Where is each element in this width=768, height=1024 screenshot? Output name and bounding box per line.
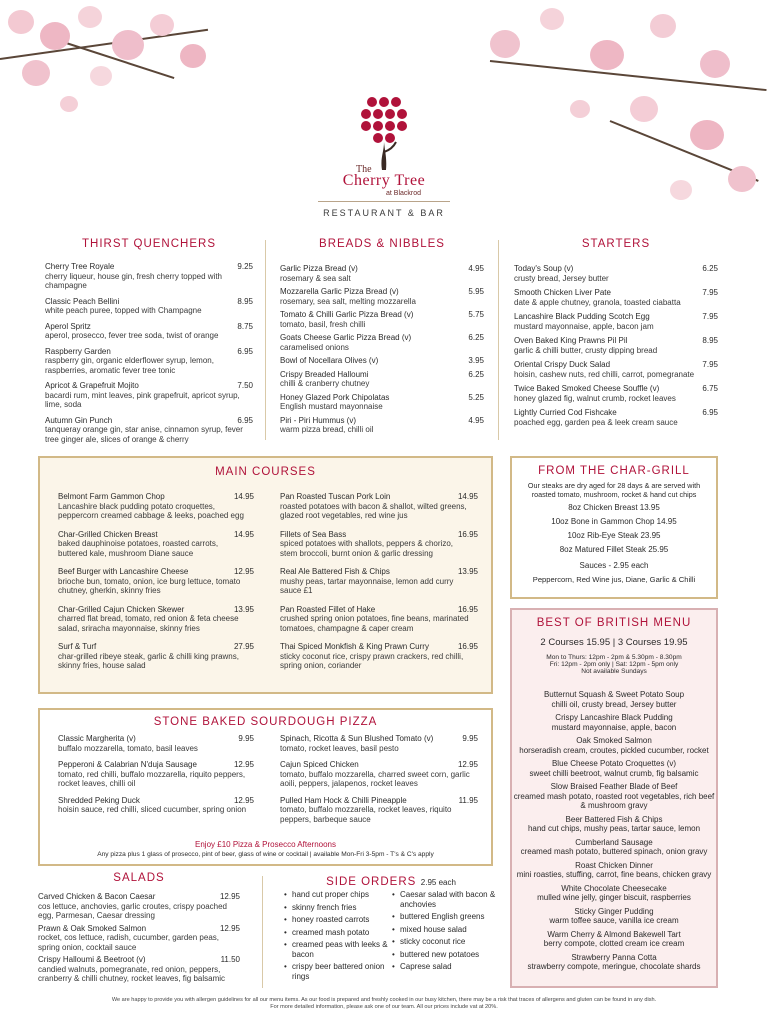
item-description: brioche bun, tomato, onion, ice burg lettuce, tomato chutney, gherkin, skinny fries (58, 576, 241, 595)
menu-item (280, 567, 478, 596)
item-price: 6.95 (237, 346, 253, 356)
item-name: Char-Grilled Cajun Chicken Skewer (58, 604, 185, 614)
cherry-blossom-decoration-left (0, 0, 240, 140)
menu-item (514, 336, 718, 355)
menu-item (280, 642, 478, 671)
item-description: tomato, buffalo mozzarella, charred sweet corn, garlic aoili, peppers, jalapenos, rocket leaves (280, 769, 470, 788)
menu-item (58, 734, 254, 753)
item-description: baked dauphinoise potatoes, roasted carrots, buttered kale, mushroom Diane sauce (58, 539, 219, 558)
grill-item: 10oz Rib-Eye Steak 23.95 (567, 531, 661, 540)
item-description: charred flat bread, tomato, red onion & feta cheese salad, sriracha mayonnaise, skinny fries (58, 614, 239, 633)
menu-item (514, 384, 718, 403)
section-salads (38, 872, 240, 987)
item-description: rosemary & sea salt (280, 273, 351, 283)
menu-item (512, 815, 716, 834)
item-name: Today's Soup (v) (514, 264, 574, 273)
item-name: Smooth Chicken Liver Pate (514, 288, 611, 297)
item-price: 6.25 (468, 333, 484, 342)
side-item: • creamed peas with leeks & bacon (284, 940, 388, 959)
menu-item (45, 322, 253, 341)
item-name: Twice Baked Smoked Cheese Souffle (v) (514, 384, 660, 393)
item-name: Honey Glazed Pork Chipolatas (280, 392, 390, 402)
menu-item (280, 734, 478, 753)
menu-item (58, 605, 254, 634)
item-name: Beer Battered Fish & Chips (565, 814, 663, 824)
menu-item (280, 530, 478, 559)
menu-item (45, 381, 253, 410)
item-name: Classic Peach Bellini (45, 296, 120, 306)
item-name: Spinach, Ricotta & Sun Blushed Tomato (v) (280, 734, 434, 743)
item-price: 14.95 (233, 529, 254, 539)
item-price: 6.25 (702, 264, 718, 273)
section-side-orders (284, 872, 498, 981)
menu-item (514, 408, 718, 427)
menu-item (512, 713, 716, 732)
menu-item (512, 930, 716, 949)
item-name: Beef Burger with Lancashire Cheese (58, 567, 189, 576)
item-name: Carved Chicken & Bacon Caesar (38, 892, 156, 901)
item-price: 16.95 (457, 529, 478, 539)
menu-item (280, 416, 484, 435)
item-description: sticky coconut rice, crispy prawn crackers, red chilli, spring onion, coriander (280, 651, 464, 670)
item-price: 8.95 (237, 296, 253, 306)
menu-item (280, 605, 478, 634)
item-price: 4.95 (468, 415, 484, 425)
item-price: 5.95 (468, 287, 484, 296)
item-description: cos lettuce, anchovies, garlic croutes, crispy poached egg, Parmesan, Caesar dressing (38, 901, 227, 920)
item-description: garlic & chilli butter, crusty dipping bread (514, 345, 658, 355)
item-name: Cherry Tree Royale (45, 262, 115, 271)
sides-price: 2.95 each (420, 878, 456, 887)
menu-item (280, 310, 484, 329)
footer-line: For more detailed information, please ask one of our team. All our prices include vat at 20%. (270, 1004, 498, 1010)
item-name: Warm Cherry & Almond Bakewell Tart (547, 929, 681, 939)
item-name: Cajun Spiced Chicken (280, 760, 359, 769)
item-name: Prawn & Oak Smoked Salmon (38, 923, 147, 933)
menu-item (512, 690, 716, 709)
section-title: THIRST QUENCHERS (82, 238, 216, 250)
item-name: Sticky Ginger Pudding (574, 906, 654, 916)
menu-item (512, 736, 716, 755)
brand-logo (318, 96, 450, 197)
item-name: Piri - Piri Hummus (v) (280, 415, 356, 425)
menu-item (512, 861, 716, 880)
item-description: mini roasties, stuffing, carrot, fine beans, chicken gravy (516, 870, 712, 879)
item-price: 9.95 (462, 734, 478, 743)
item-name: Lancashire Black Pudding Scotch Egg (514, 312, 650, 321)
item-description: aperol, prosecco, fever tree soda, twist of orange (45, 331, 219, 340)
item-price: 8.95 (702, 336, 718, 345)
item-price: 12.95 (233, 567, 254, 576)
side-item: • buttered new potatoes (392, 950, 498, 960)
section-title: FROM THE CHAR-GRILL (538, 465, 690, 477)
menu-item (514, 288, 718, 307)
item-price: 6.25 (468, 369, 484, 379)
side-item: • Caesar salad with bacon & anchovies (392, 890, 498, 909)
item-description: tanqueray orange gin, star anise, cinnamon syrup, fever tree ginger ale, slices of orange & cherry (45, 425, 243, 444)
item-description: bacardi rum, mint leaves, pink grapefruit, apricot syrup, lime, soda (45, 390, 240, 409)
menu-item (280, 356, 484, 366)
menu-item (45, 347, 253, 376)
item-price: 7.95 (702, 288, 718, 297)
side-item: • mixed house salad (392, 925, 498, 935)
side-item: • skinny french fries (284, 903, 388, 913)
item-price: 3.95 (468, 356, 484, 365)
item-price: 5.25 (468, 392, 484, 402)
item-price: 12.95 (233, 760, 254, 769)
item-name: Char-Grilled Chicken Breast (58, 529, 158, 539)
item-description: English mustard mayonnaise (280, 402, 383, 411)
item-description: creamed mash potato, roasted root vegetables, rich beef & mushroom gravy (513, 791, 715, 810)
grill-sauces-title: Sauces - 2.95 each (579, 561, 649, 570)
item-name: Crispy Halloumi & Beetroot (v) (38, 955, 146, 964)
divider (262, 876, 263, 988)
item-description: poached egg, garden pea & leek cream sauce (514, 417, 678, 427)
menu-item (280, 492, 478, 521)
british-prices: 2 Courses 15.95 | 3 Courses 19.95 (540, 637, 688, 648)
item-price: 6.75 (702, 384, 718, 393)
menu-item (38, 924, 240, 953)
item-name: Strawberry Panna Cotta (571, 952, 657, 962)
section-title: BREADS & NIBBLES (319, 238, 445, 250)
allergen-footer (40, 997, 728, 1011)
menu-item (38, 955, 240, 984)
grill-item: 8oz Chicken Breast 13.95 (568, 503, 660, 512)
item-description: honey glazed fig, walnut crumb, rocket leaves (514, 393, 676, 403)
side-item: • honey roasted carrots (284, 915, 388, 925)
menu-item (280, 287, 484, 306)
item-price: 9.25 (237, 262, 253, 271)
menu-item (280, 264, 484, 283)
item-name: Thai Spiced Monkfish & King Prawn Curry (280, 642, 429, 651)
section-starters (514, 238, 718, 432)
item-price: 7.95 (702, 360, 718, 369)
pizza-offer: Enjoy £10 Pizza & Prosecco Afternoons (195, 840, 336, 849)
item-name: Pulled Ham Hock & Chilli Pineapple (280, 795, 407, 805)
item-price: 11.95 (458, 795, 478, 805)
item-name: Pan Roasted Tuscan Pork Loin (280, 492, 391, 501)
divider (265, 240, 266, 440)
item-name: Oven Baked King Prawns Pil Pil (514, 336, 628, 345)
footer-line: We are happy to provide you with allergen guidelines for all our menu items. As our food is prepared and freshly cooked in our busy kitchen, there may be a risk that traces of allergens and gluten can be found in any dish. (111, 997, 657, 1003)
menu-item (45, 297, 253, 316)
item-name: Shredded Peking Duck (58, 795, 140, 805)
item-name: Belmont Farm Gammon Chop (58, 492, 165, 501)
menu-item (280, 760, 478, 789)
menu-item (512, 782, 716, 811)
side-item: • sticky coconut rice (392, 937, 498, 947)
menu-item (280, 796, 478, 825)
divider (498, 240, 499, 440)
item-description: raspberry gin, organic elderflower syrup, lemon, raspberries, aromatic fever tree tonic (45, 356, 214, 375)
menu-item (58, 530, 254, 559)
divider (318, 201, 450, 202)
item-price: 6.95 (702, 408, 718, 417)
item-description: buffalo mozzarella, tomato, basil leaves (58, 743, 198, 753)
item-price: 7.95 (702, 312, 718, 321)
item-name: Bowl of Nocellara Olives (v) (280, 356, 379, 365)
item-price: 12.95 (233, 795, 254, 805)
item-description: mulled wine jelly, ginger biscuit, raspberries (537, 893, 691, 902)
item-description: white peach puree, topped with Champagne (45, 306, 202, 315)
section-pizza (38, 708, 493, 866)
menu-item (514, 264, 718, 283)
item-price: 4.95 (468, 264, 484, 273)
item-description: hoisin, cashew nuts, red chilli, carrot, pomegranate (514, 369, 695, 379)
british-times: Fri: 12pm - 2pm only | Sat: 12pm - 5pm only (549, 661, 679, 668)
item-description: mushy peas, tartar mayonnaise, lemon add curry sauce £1 (280, 576, 454, 595)
item-description: warm toffee sauce, vanilla ice cream (549, 916, 679, 925)
item-description: date & apple chutney, granola, toasted ciabatta (514, 297, 681, 307)
item-description: mustard mayonnaise, apple, bacon (551, 722, 677, 732)
grill-item: 10oz Bone in Gammon Chop 14.95 (551, 517, 677, 526)
item-name: Surf & Turf (58, 642, 97, 651)
item-name: Pan Roasted Fillet of Hake (280, 604, 376, 614)
item-price: 8.75 (237, 321, 253, 331)
section-title: SIDE ORDERS (326, 876, 417, 888)
section-thirst-quenchers (45, 238, 253, 450)
menu-item (514, 360, 718, 379)
side-item: • buttered English greens (392, 912, 498, 922)
menu-item (45, 262, 253, 291)
item-name: Fillets of Sea Bass (280, 529, 347, 539)
item-price: 12.95 (219, 892, 240, 901)
item-price: 11.50 (220, 955, 240, 964)
item-description: tomato, rocket leaves, basil pesto (280, 743, 399, 753)
item-name: Autumn Gin Punch (45, 415, 113, 425)
menu-item (58, 760, 254, 789)
menu-item (280, 370, 484, 389)
item-price: 13.95 (457, 567, 478, 576)
item-name: Crispy Breaded Halloumi (280, 369, 369, 379)
menu-item (512, 953, 716, 972)
item-description: horseradish cream, croutes, pickled cucumber, rocket (519, 745, 709, 755)
side-item: • crispy beer battered onion rings (284, 962, 388, 981)
item-name: Blue Cheese Potato Croquettes (v) (551, 759, 677, 768)
item-name: Raspberry Garden (45, 346, 111, 356)
item-price: 12.95 (219, 923, 240, 933)
grill-item: 8oz Matured Fillet Steak 25.95 (559, 545, 669, 554)
menu-item (512, 838, 716, 857)
item-description: rocket, cos lettuce, radish, cucumber, garden peas, spring onion, cocktail sauce (38, 933, 219, 952)
item-description: tomato, red chilli, buffalo mozzarella, riquito peppers, rocket leaves, chilli oil (58, 769, 246, 788)
brand-the: The (356, 164, 372, 175)
item-price: 9.95 (238, 734, 254, 743)
item-price: 6.95 (237, 415, 253, 425)
british-items-panel (512, 686, 716, 986)
british-times: Not available Sundays (581, 668, 647, 675)
item-price: 5.75 (468, 310, 484, 319)
item-name: Garlic Pizza Bread (v) (280, 264, 358, 273)
item-name: Tomato & Chilli Garlic Pizza Bread (v) (280, 310, 414, 319)
item-name: Aperol Spritz (45, 321, 91, 331)
item-name: Oak Smoked Salmon (576, 736, 652, 745)
item-name: Real Ale Battered Fish & Chips (280, 567, 390, 576)
grill-sauces: Peppercorn, Red Wine jus, Diane, Garlic & Chilli (532, 575, 696, 584)
item-price: 13.95 (233, 604, 254, 614)
section-title: MAIN COURSES (215, 466, 316, 478)
menu-item (58, 642, 254, 671)
item-name: Slow Braised Feather Blade of Beef (550, 782, 678, 791)
item-name: White Chocolate Cheesecake (561, 883, 667, 893)
item-name: Roast Chicken Dinner (575, 860, 653, 870)
item-price: 7.50 (237, 381, 253, 390)
item-description: sweet chilli beetroot, walnut crumb, fig balsamic (529, 768, 699, 778)
menu-item (58, 796, 254, 815)
item-name: Pepperoni & Calabrian N'duja Sausage (58, 760, 197, 769)
menu-item (45, 416, 253, 445)
item-name: Apricot & Grapefruit Mojito (45, 381, 139, 390)
menu-item (280, 393, 484, 412)
item-name: Mozzarella Garlic Pizza Bread (v) (280, 287, 399, 296)
side-item: • hand cut proper chips (284, 890, 388, 900)
item-price: 16.95 (457, 604, 478, 614)
section-title: BEST OF BRITISH MENU (536, 617, 692, 629)
item-description: spiced potatoes with shallots, peppers & chorizo, stem broccoli, burnt onion & garlic dressing (280, 539, 453, 558)
menu-item (512, 884, 716, 903)
item-description: candied walnuts, pomegranate, red onion, peppers, cranberry & chilli chutney, rocket leaves, fig balsamic (38, 964, 226, 983)
item-description: chilli & cranberry chutney (280, 379, 370, 388)
item-description: roasted potatoes with bacon & shallot, wilted greens, glazed root vegetables, red wine jus (280, 501, 467, 520)
menu-item (514, 312, 718, 331)
item-description: Lancashire black pudding potato croquettes, peppercorn creamed cabbage & leeks, poached egg (58, 501, 244, 520)
item-name: Crispy Lancashire Black Pudding (555, 713, 673, 722)
item-name: Oriental Crispy Duck Salad (514, 360, 611, 369)
brand-name: Cherry Tree (342, 172, 426, 189)
item-description: rosemary, sea salt, melting mozzarella (280, 296, 416, 306)
item-price: 12.95 (457, 760, 478, 769)
british-times: Mon to Thurs: 12pm - 2pm & 5.30pm - 8.30pm (546, 654, 682, 661)
item-description: creamed mash potato, buttered spinach, onion gravy (520, 847, 708, 856)
side-item: • Caprese salad (392, 962, 498, 972)
item-description: chilli oil, crusty bread, Jersey butter (551, 699, 677, 709)
cherry-tree-icon (354, 96, 414, 170)
menu-item (58, 567, 254, 596)
item-name: Goats Cheese Garlic Pizza Bread (v) (280, 333, 412, 342)
brand-location: at Blackrod (386, 190, 422, 197)
item-price: 27.95 (233, 642, 254, 651)
item-description: crushed spring onion potatoes, fine beans, marinated tomatoes, champagne & caper cream (280, 614, 469, 633)
item-name: Classic Margherita (v) (58, 734, 136, 743)
side-item: • creamed mash potato (284, 928, 388, 938)
section-title: SALADS (113, 872, 165, 884)
item-name: Butternut Squash & Sweet Potato Soup (543, 690, 685, 699)
item-description: crusty bread, Jersey butter (514, 273, 609, 283)
section-title: STARTERS (581, 238, 651, 250)
item-description: warm pizza bread, chilli oil (280, 425, 374, 434)
menu-item (58, 492, 254, 521)
menu-item (512, 759, 716, 778)
item-description: strawberry compote, meringue, chocolate shards (527, 962, 701, 971)
section-main-courses (38, 456, 493, 694)
item-description: mustard mayonnaise, apple, bacon jam (514, 321, 654, 331)
item-name: Cumberland Sausage (575, 837, 653, 847)
item-name: Lightly Curried Cod Fishcake (514, 408, 617, 417)
item-description: tomato, basil, fresh chilli (280, 319, 366, 329)
menu-item (38, 892, 240, 921)
menu-item (512, 907, 716, 926)
grill-intro: Our steaks are dry aged for 28 days & are served with roasted tomato, mushroom, rocket & hand cut chips (527, 481, 701, 499)
item-price: 16.95 (457, 642, 478, 651)
item-price: 14.95 (457, 492, 478, 501)
section-breads-nibbles (280, 238, 484, 439)
cherry-blossom-decoration-right (470, 0, 768, 230)
section-char-grill (510, 456, 718, 599)
item-description: tomato, buffalo mozzarella, rocket leaves, riquito peppers, barbeque sauce (280, 805, 452, 824)
item-description: hand cut chips, mushy peas, tartar sauce, lemon (527, 824, 701, 833)
item-price: 14.95 (233, 492, 254, 501)
section-title: STONE BAKED SOURDOUGH PIZZA (153, 716, 378, 728)
item-description: caramelised onions (280, 342, 349, 352)
pizza-offer-detail: Any pizza plus 1 glass of prosecco, pint of beer, glass of wine or cocktail | available Mon-Fri 3-5pm - T's & C's apply (97, 851, 434, 858)
item-description: berry compote, clotted cream ice cream (543, 939, 685, 948)
item-description: hoisin sauce, red chilli, sliced cucumber, spring onion (58, 805, 247, 814)
item-description: char-grilled ribeye steak, garlic & chilli king prawns, skinny fries, house salad (58, 651, 239, 670)
item-description: cherry liqueur, house gin, fresh cherry topped with champagne (45, 271, 222, 290)
menu-item (280, 333, 484, 352)
brand-subtitle: RESTAURANT & BAR (323, 208, 445, 218)
